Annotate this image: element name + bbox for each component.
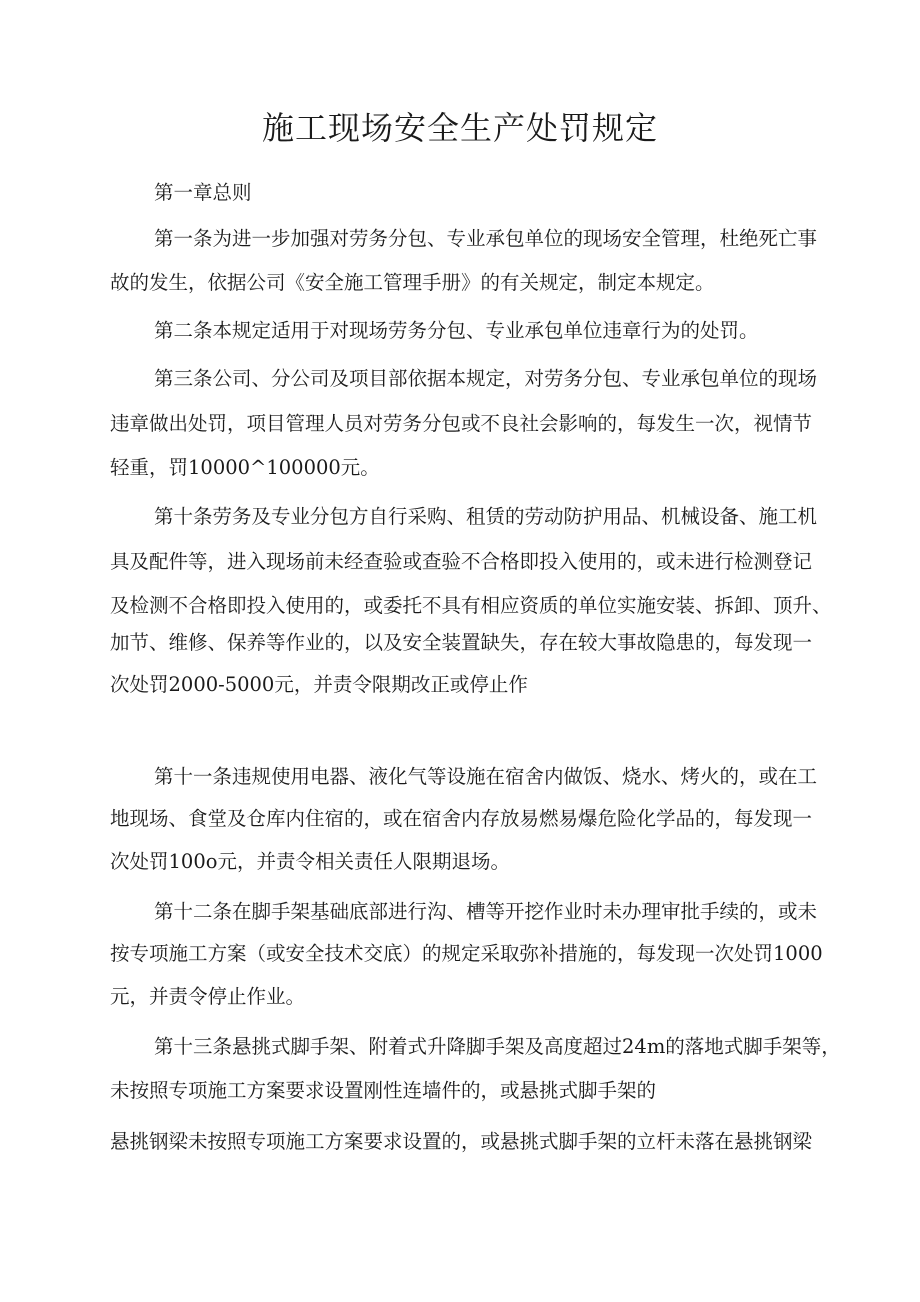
paragraph-line: 第十条劳务及专业分包方自行采购、租赁的劳动防护用品、机械设备、施工机 (154, 505, 818, 528)
paragraph-line: 轻重，罚10000^100000元。 (110, 456, 380, 479)
paragraph-line: 第三条公司、分公司及项目部依据本规定，对劳务分包、专业承包单位的现场 (154, 367, 818, 390)
paragraph-line: 第二条本规定适用于对现场劳务分包、专业承包单位违章行为的处罚。 (154, 319, 759, 342)
paragraph-line: 第十三条悬挑式脚手架、附着式升降脚手架及高度超过24m的落地式脚手架等， (154, 1035, 841, 1058)
paragraph-line: 未按照专项施工方案要求设置刚性连墙件的，或悬挑式脚手架的 (110, 1079, 657, 1102)
paragraph-line: 第一条为进一步加强对劳务分包、专业承包单位的现场安全管理，杜绝死亡事 (154, 227, 818, 250)
paragraph-line: 第十二条在脚手架基础底部进行沟、槽等开挖作业时未办理审批手续的，或未 (154, 900, 818, 923)
paragraph-line: 地现场、食堂及仓库内住宿的，或在宿舍内存放易燃易爆危险化学品的，每发现一 (110, 807, 813, 830)
paragraph-line: 元，并责令停止作业。 (110, 985, 306, 1008)
chapter-heading: 第一章总则 (154, 181, 252, 204)
paragraph-line: 故的发生，依据公司《安全施工管理手册》的有关规定，制定本规定。 (110, 271, 715, 294)
paragraph-line: 具及配件等，进入现场前未经查验或查验不合格即投入使用的，或未进行检测登记 (110, 550, 813, 573)
document-title: 施工现场安全生产处罚规定 (261, 109, 658, 147)
paragraph-line: 按专项施工方案（或安全技术交底）的规定采取弥补措施的，每发现一次处罚1000 (110, 942, 823, 965)
paragraph-line: 第十一条违规使用电器、液化气等设施在宿舍内做饭、烧水、烤火的，或在工 (154, 765, 818, 788)
paragraph-line: 次处罚100o元，并责令相关责任人限期退场。 (110, 850, 510, 873)
paragraph-line: 加节、维修、保养等作业的，以及安全装置缺失，存在较大事故隐患的，每发现一 (110, 631, 813, 654)
paragraph-line: 及检测不合格即投入使用的，或委托不具有相应资质的单位实施安装、拆卸、顶升、 (110, 594, 832, 617)
paragraph-line: 违章做出处罚，项目管理人员对劳务分包或不良社会影响的，每发生一次，视情节 (110, 412, 813, 435)
paragraph-line: 次处罚2000-5000元，并责令限期改正或停止作 (110, 673, 528, 696)
paragraph-line: 悬挑钢梁未按照专项施工方案要求设置的，或悬挑式脚手架的立杆未落在悬挑钢梁 (110, 1130, 813, 1153)
